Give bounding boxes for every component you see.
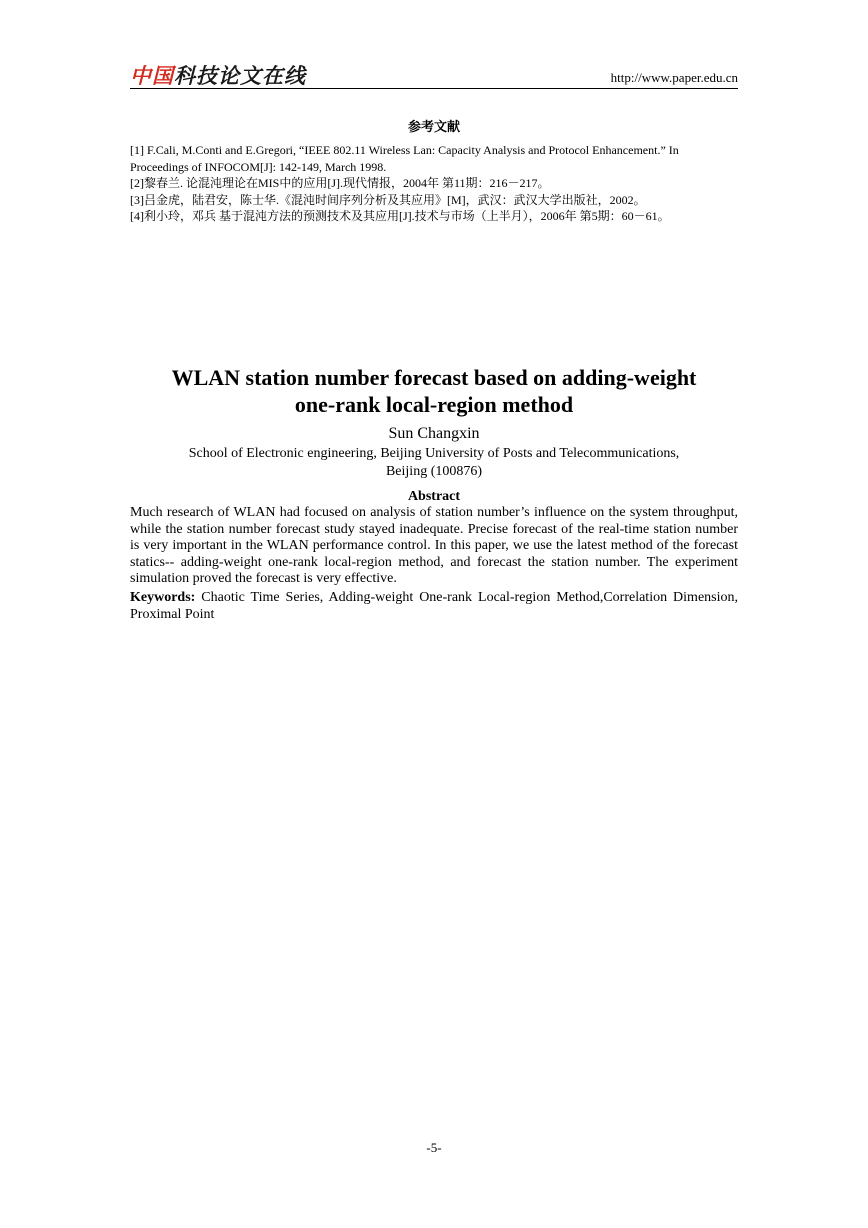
reference-item-2: [2]黎春兰. 论混沌理论在MIS中的应用[J].现代情报，2004年 第11期：216－217。 xyxy=(130,176,550,190)
keywords-label: Keywords: xyxy=(130,590,196,605)
paper-title-line-1: WLAN station number forecast based on adding-weight xyxy=(171,365,697,390)
abstract-text: Much research of WLAN had focused on analysis of station number’s influence on the system throughput, while the station number forecast study stayed inadequate. Precise forecast of the real-time station number is very important in the WLAN performance control. In this paper, we use the latest method of the forecast statics-- adding-weight one-rank local-region method, and forecast the station number. The experiment simulation proved the forecast is very effective. xyxy=(130,505,738,587)
paper-affiliation xyxy=(0,445,868,481)
logo-text-black: 科技论文在线 xyxy=(174,64,306,88)
reference-item-3: [3]吕金虎，陆君安，陈士华.《混沌时间序列分析及其应用》[M]，武汉：武汉大学出版社，2002。 xyxy=(130,192,646,207)
site-logo xyxy=(130,60,306,90)
references-title: 参考文献 xyxy=(407,120,460,135)
references-list xyxy=(130,142,740,225)
paper-title xyxy=(0,364,868,418)
reference-item-4: [4]利小玲，邓兵 基于混沌方法的预测技术及其应用[J].技术与市场（上半月），2006年 第5期：60－61。 xyxy=(130,209,670,223)
abstract-heading: Abstract xyxy=(407,489,461,504)
reference-item-1: [1] F.Cali, M.Conti and E.Gregori, “IEEE 802.11 Wireless Lan: Capacity Analysis and Protocol Enhancement.” In Proceedings of INFOCOM[J]: 142-149, March 1998. xyxy=(130,143,679,174)
keywords-text: Chaotic Time Series, Adding-weight One-rank Local-region Method,Correlation Dimension, Proximal Point xyxy=(130,590,738,622)
affiliation-line-1: School of Electronic engineering, Beijing University of Posts and Telecommunications, xyxy=(188,446,680,461)
page-header xyxy=(130,58,738,89)
paper-title-line-2: one-rank local-region method xyxy=(294,392,574,417)
page-number: -5- xyxy=(426,1140,442,1155)
affiliation-line-2: Beijing (100876) xyxy=(385,464,483,479)
logo-text-red: 中国 xyxy=(130,64,174,88)
keywords xyxy=(130,590,738,623)
header-url: http://www.paper.edu.cn xyxy=(610,70,738,85)
paper-author: Sun Changxin xyxy=(388,425,480,442)
